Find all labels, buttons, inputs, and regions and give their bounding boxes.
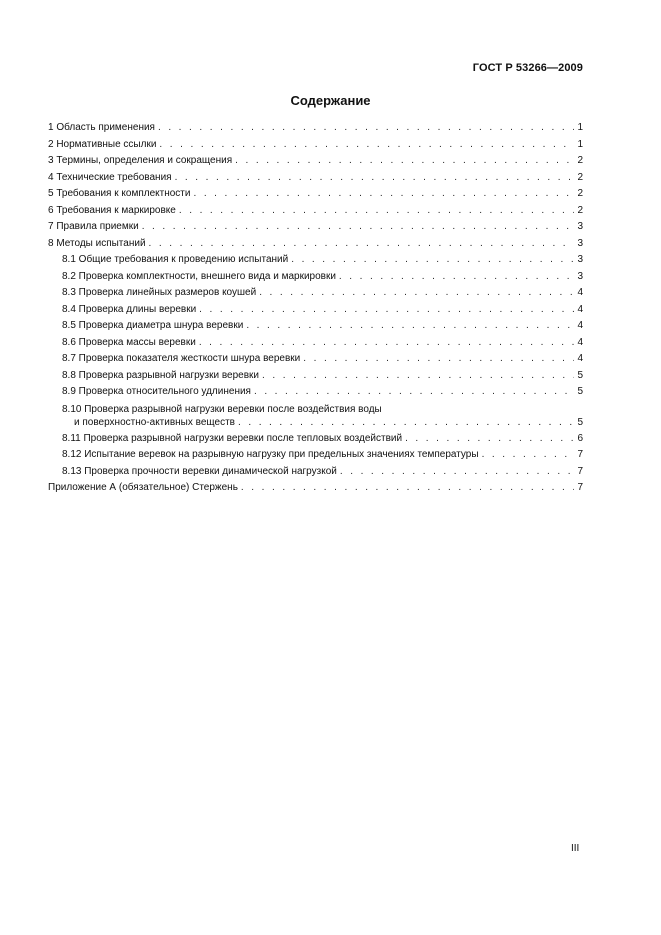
toc-entry-label: 3 Термины, определения и сокращения — [48, 155, 233, 166]
toc-entry-label: 8.5 Проверка диаметра шнура веревки — [62, 320, 244, 331]
toc-entry-8-12[interactable] — [48, 447, 583, 464]
toc-entry-label: 8.13 Проверка прочности веревки динамической нагрузкой — [62, 465, 337, 477]
toc-page-number: 1 — [577, 138, 583, 150]
toc-page-number: 1 — [577, 122, 583, 133]
toc-entry-label: 2 Нормативные ссылки — [48, 138, 157, 150]
toc-page-number: 5 — [577, 369, 583, 381]
toc-entry-8-6[interactable] — [48, 335, 583, 352]
toc-entry-8-10[interactable] — [48, 403, 583, 430]
toc-page-number: 2 — [577, 155, 583, 166]
leader-dots — [199, 302, 574, 319]
toc-entry-8-3[interactable] — [48, 285, 583, 302]
toc-entry-3[interactable] — [48, 153, 583, 170]
toc-page-number: 3 — [577, 254, 583, 265]
toc-entry-label: 8.2 Проверка комплектности, внешнего вида и маркировки — [62, 270, 336, 282]
toc-entry-8-4[interactable] — [48, 302, 583, 319]
leader-dots — [259, 285, 574, 302]
table-of-contents — [48, 120, 583, 497]
toc-entry-label: 8.1 Общие требования к проведению испытаний — [62, 254, 289, 265]
toc-entry-4[interactable] — [48, 170, 583, 187]
toc-entry-1[interactable] — [48, 120, 583, 137]
toc-entry-label: 8.9 Проверка относительного удлинения — [62, 386, 251, 397]
toc-entry-label-line1: 8.10 Проверка разрывной нагрузки веревки после воздействия воды — [62, 403, 382, 415]
leader-dots — [291, 252, 574, 269]
leader-dots — [235, 153, 574, 170]
leader-dots — [246, 318, 574, 335]
toc-page-number: 3 — [577, 270, 583, 282]
toc-entry-label: 5 Требования к комплектности — [48, 188, 191, 199]
toc-entry-label: 4 Технические требования — [48, 171, 172, 183]
leader-dots — [158, 120, 574, 137]
toc-entry-8-7[interactable] — [48, 351, 583, 368]
leader-dots — [241, 480, 575, 497]
toc-page-number: 7 — [577, 465, 583, 477]
standard-code: ГОСТ Р 53266—2009 — [472, 62, 583, 74]
toc-entry-label: 8 Методы испытаний — [48, 237, 146, 249]
leader-dots — [303, 351, 574, 368]
toc-page-number: 2 — [577, 188, 583, 199]
toc-entry-label: 8.4 Проверка длины веревки — [62, 303, 197, 315]
toc-entry-label: Приложение А (обязательное) Стержень — [48, 482, 238, 493]
toc-page-number: 4 — [577, 353, 583, 364]
toc-entry-8[interactable] — [48, 236, 583, 253]
toc-entry-label: 8.12 Испытание веревок на разрывную нагрузку при предельных значениях температуры — [62, 449, 479, 460]
toc-entry-8-2[interactable] — [48, 269, 583, 286]
toc-entry-label: 8.3 Проверка линейных размеров коушей — [62, 287, 257, 298]
toc-entry-8-1[interactable] — [48, 252, 583, 269]
toc-entry-8-8[interactable] — [48, 368, 583, 385]
toc-page-number: 4 — [577, 287, 583, 298]
toc-page-number: 2 — [577, 204, 583, 216]
toc-entry-6[interactable] — [48, 203, 583, 220]
leader-dots — [339, 269, 575, 286]
toc-entry-label: 8.7 Проверка показателя жесткости шнура веревки — [62, 353, 301, 364]
toc-entry-5[interactable] — [48, 186, 583, 203]
toc-entry-8-11[interactable] — [48, 431, 583, 448]
leader-dots — [159, 137, 574, 154]
toc-entry-label: 6 Требования к маркировке — [48, 204, 176, 216]
leader-dots — [405, 431, 574, 448]
leader-dots — [142, 219, 575, 236]
leader-dots — [482, 447, 575, 464]
toc-page-number: 6 — [577, 432, 583, 444]
toc-page-number: 7 — [577, 449, 583, 460]
toc-entry-8-5[interactable] — [48, 318, 583, 335]
toc-page-number: 5 — [577, 416, 583, 428]
leader-dots — [175, 170, 575, 187]
toc-entry-label: 8.8 Проверка разрывной нагрузки веревки — [62, 369, 260, 381]
leader-dots — [238, 416, 574, 430]
toc-page-number: 2 — [577, 171, 583, 183]
leader-dots — [262, 368, 574, 385]
leader-dots — [149, 236, 575, 253]
toc-entry-label: 1 Область применения — [48, 122, 155, 133]
toc-page-number: 3 — [577, 221, 583, 232]
leader-dots — [254, 384, 574, 401]
toc-entry-7[interactable] — [48, 219, 583, 236]
page-title: Содержание — [290, 93, 371, 108]
leader-dots — [199, 335, 575, 352]
toc-page-number: 5 — [577, 386, 583, 397]
page-number-roman: III — [571, 843, 580, 854]
toc-page-number: 4 — [577, 320, 583, 331]
toc-entry-8-9[interactable] — [48, 384, 583, 401]
toc-entry-label-line2: и поверхностно-активных веществ — [74, 416, 235, 428]
leader-dots — [193, 186, 574, 203]
toc-entry-2[interactable] — [48, 137, 583, 154]
toc-entry-8-13[interactable] — [48, 464, 583, 481]
toc-page-number: 4 — [577, 336, 583, 348]
toc-entry-label: 8.11 Проверка разрывной нагрузки веревки после тепловых воздействий — [62, 432, 403, 444]
toc-page-number: 4 — [577, 303, 583, 315]
leader-dots — [340, 464, 575, 481]
leader-dots — [179, 203, 575, 220]
toc-entry-appendix-a[interactable] — [48, 480, 583, 497]
toc-entry-label: 7 Правила приемки — [48, 221, 139, 232]
toc-page-number: 3 — [577, 237, 583, 249]
toc-entry-label: 8.6 Проверка массы веревки — [62, 336, 196, 348]
toc-page-number: 7 — [577, 482, 583, 493]
